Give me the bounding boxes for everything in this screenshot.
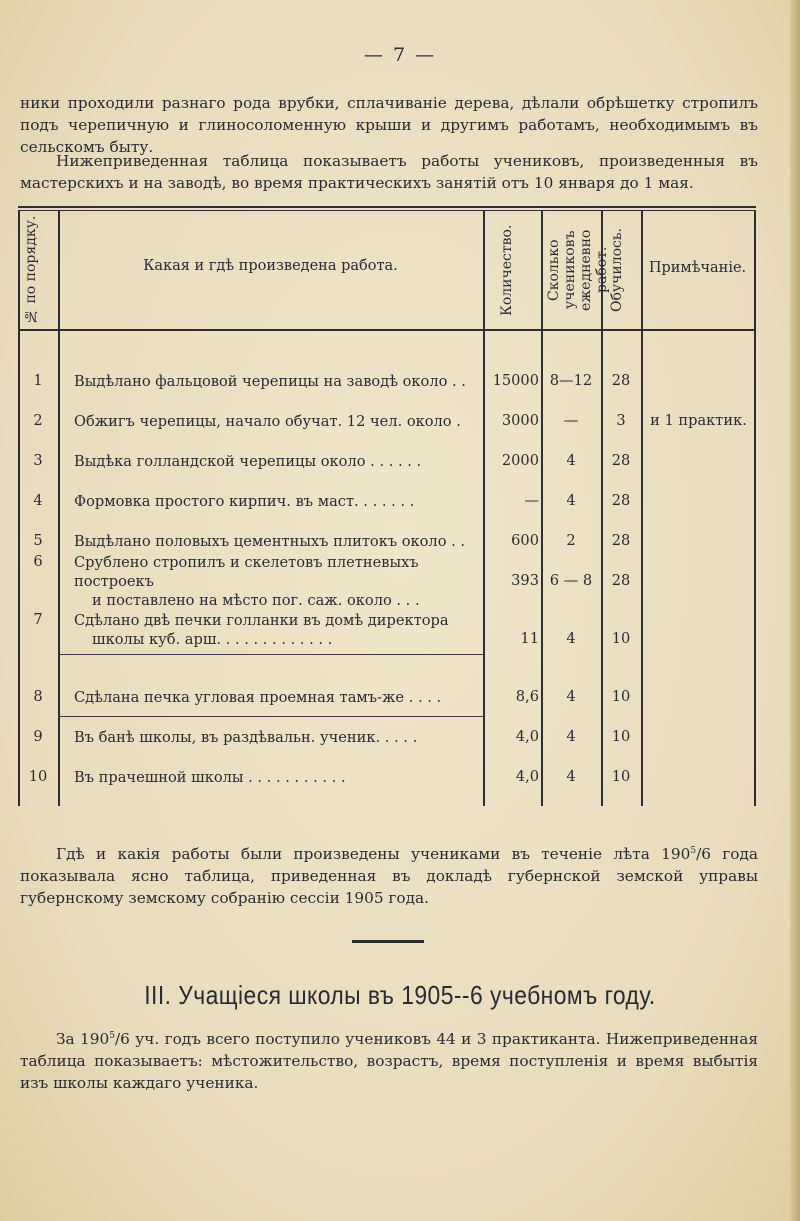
row-work-line: Въ прачешной школы . . . . . . . . . . . — [74, 769, 346, 786]
header-trained: Обучилось. — [609, 228, 625, 312]
row-students: 4 — [566, 452, 576, 469]
row-work — [74, 372, 478, 391]
row-students: 4 — [566, 728, 576, 745]
row-work-line: Сдѣлана печка угловая проемная тамъ-же . . . . — [74, 689, 442, 706]
row-quantity: 4,0 — [515, 728, 539, 745]
row-trained: 28 — [611, 372, 631, 389]
row-work-line: и поставлено на мѣсто пог. саж. около . . . — [92, 592, 420, 609]
row-work — [74, 532, 478, 551]
row-number: 10 — [28, 768, 48, 785]
row-trained: 10 — [611, 728, 631, 745]
row-work — [74, 768, 478, 787]
row-work-line: Сдѣлано двѣ печки голланки въ домѣ директора — [74, 612, 449, 629]
row-number: 8 — [33, 688, 43, 705]
row-quantity: 15000 — [492, 372, 539, 389]
row-students: 4 — [566, 768, 576, 785]
table-row-rule — [58, 716, 483, 717]
row-number: 4 — [33, 492, 43, 509]
row-trained: 10 — [611, 630, 631, 647]
row-trained: 28 — [611, 532, 631, 549]
row-number: 6 — [33, 553, 43, 570]
row-work-line: Выдѣлано половыхъ цементныхъ плитокъ около . . — [74, 533, 466, 550]
header-students: Сколько учениковъ ежедневно работ. — [546, 229, 610, 311]
row-quantity: — — [524, 492, 539, 509]
paragraph-3 — [20, 840, 758, 909]
row-students: 4 — [566, 492, 576, 509]
row-trained: 28 — [611, 492, 631, 509]
paragraph-4-text-b: /6 уч. годъ всего поступило учениковъ 44 и 3 практиканта. Нижеприведенная таблица показываетъ: мѣстожительство, возрастъ, время поступленія и время выбытія изъ школы каждаго ученика. — [20, 1030, 759, 1092]
paragraph-4-superscript: 5 — [109, 1031, 115, 1041]
row-students: 6 — 8 — [549, 572, 593, 589]
table-top-rule — [18, 206, 756, 208]
row-trained: 3 — [616, 412, 626, 429]
row-trained: 28 — [611, 452, 631, 469]
row-quantity: 3000 — [501, 412, 539, 429]
row-work-line: Обжигъ черепицы, начало обучат. 12 чел. около . — [74, 413, 461, 430]
row-quantity: 11 — [520, 630, 539, 647]
row-number: 2 — [33, 412, 43, 429]
row-students: 4 — [566, 688, 576, 705]
row-work — [74, 553, 478, 610]
row-number: 9 — [33, 728, 43, 745]
row-trained: 28 — [611, 572, 631, 589]
paragraph-3-superscript: 5 — [690, 846, 697, 856]
paragraph-2: Нижеприведенная таблица показываетъ работы учениковъ, произведенныя въ мастерскихъ и на заводѣ, во время практическихъ занятій отъ 10 января до 1 мая. — [20, 152, 758, 192]
row-work-line: Формовка простого кирпич. въ маст. . . . . . . — [74, 493, 415, 510]
row-number: 3 — [33, 452, 43, 469]
paragraph-4 — [20, 1025, 758, 1094]
row-students: 4 — [566, 630, 576, 647]
row-students: — — [563, 412, 579, 429]
row-work-line: Выдѣлано фальцовой черепицы на заводѣ около . . — [74, 373, 466, 390]
paragraph-1: ники проходили разнаго рода врубки, сплачиваніе дерева, дѣлали обрѣшетку стропилъ подъ черепичную и глиносоломенную крыши и другимъ работамъ, необходимымъ въ сельскомъ быту. — [20, 94, 758, 156]
row-trained: 10 — [611, 688, 631, 705]
row-number: 7 — [33, 611, 43, 628]
row-note: и 1 практик. — [650, 412, 747, 429]
row-work-line: Выдѣка голландской черепицы около . . . . . . — [74, 453, 422, 470]
row-work-line: Срублено стропилъ и скелетовъ плетневыхъ построекъ — [74, 554, 419, 590]
row-number: 5 — [33, 532, 43, 549]
row-work — [74, 412, 478, 431]
row-number: 1 — [33, 372, 43, 389]
row-quantity: 8,6 — [515, 688, 539, 705]
paragraph-4-text-a: За 190 — [56, 1030, 110, 1048]
row-trained: 10 — [611, 768, 631, 785]
row-work — [74, 611, 478, 649]
table-col-line — [754, 210, 756, 806]
table-header-rule — [18, 329, 756, 331]
table-row-rule — [58, 654, 483, 655]
row-quantity: 393 — [511, 572, 539, 589]
header-work: Какая и гдѣ произведена работа. — [143, 258, 398, 274]
row-work — [74, 492, 478, 511]
works-table — [18, 206, 756, 806]
row-work-line: Въ банѣ школы, въ раздѣвальн. ученик. . . . . — [74, 729, 418, 746]
row-work — [74, 728, 478, 747]
page-edge — [790, 0, 800, 1221]
row-quantity: 2000 — [501, 452, 539, 469]
header-quantity: Количество. — [499, 224, 515, 316]
row-students: 8—12 — [549, 372, 593, 389]
section-divider — [352, 940, 424, 943]
table-col-line — [641, 210, 643, 806]
row-work — [74, 452, 478, 471]
row-quantity: 4,0 — [515, 768, 539, 785]
paragraph-3-text-b: /6 года показывала ясно таблица, приведенная въ докладѣ губернской земской управы губернскому земскому собранію сессіи 1905 года. — [20, 845, 758, 907]
paragraph-3-text-a: Гдѣ и какія работы были произведены учениками въ теченіе лѣта 190 — [56, 845, 691, 863]
row-work — [74, 688, 478, 707]
table-top-rule-thin — [18, 210, 756, 211]
row-students: 2 — [566, 532, 576, 549]
row-quantity: 600 — [511, 532, 539, 549]
header-note: Примѣчаніе. — [648, 260, 747, 276]
header-number: № по порядку. — [23, 215, 39, 324]
page-number: — 7 — — [363, 44, 437, 66]
section-title: III. Учащіеся школы въ 1905--6 учебномъ году. — [144, 980, 656, 1010]
row-work-line: школы куб. арш. . . . . . . . . . . . . — [92, 631, 333, 648]
